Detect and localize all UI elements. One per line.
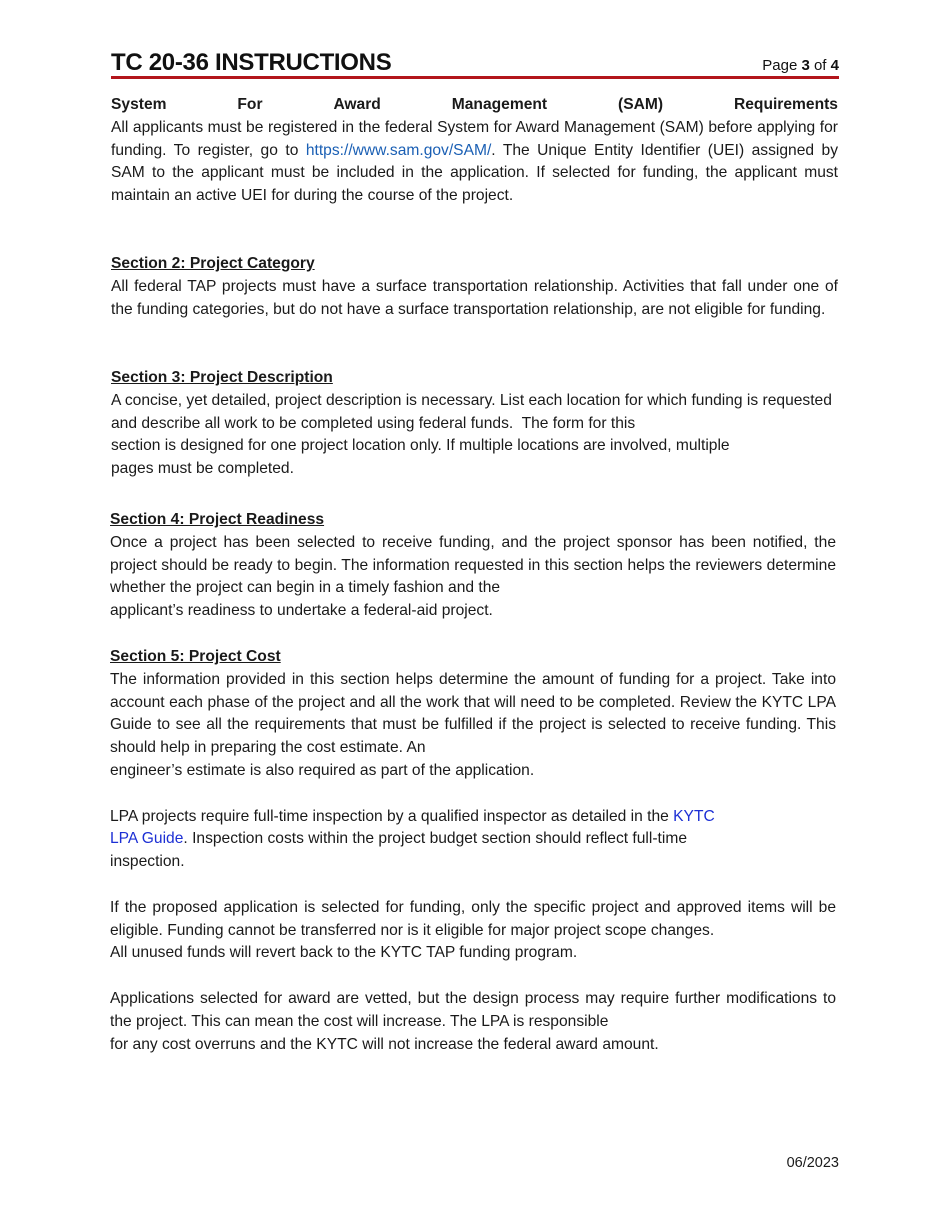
section-5-para-4-end: for any cost overruns and the KYTC will not increase the federal award amount. xyxy=(110,1035,659,1053)
page-total: 4 xyxy=(830,57,839,74)
section-5-para-2: LPA projects require full-time inspection by a qualified inspector as detailed in the KYTC xyxy=(110,807,715,825)
section-5-heading: Section 5: Project Cost xyxy=(110,648,281,665)
header-rule xyxy=(111,76,839,79)
section-5 xyxy=(110,646,836,1056)
section-5-para-1-end: engineer’s estimate is also required as part of the application. xyxy=(110,761,535,779)
footer-date: 06/2023 xyxy=(786,1155,839,1171)
section-4 xyxy=(110,509,836,623)
sam-section xyxy=(111,94,838,208)
sam-link[interactable]: https://www.sam.gov/SAM/ xyxy=(305,141,492,159)
section-5-para-4: Applications selected for award are vetted, but the design process may require further modifications to the project. This can mean the cost will increase. The LPA is responsible xyxy=(110,989,836,1030)
section-5-para-2-cont: LPA Guide. Inspection costs within the project budget section should reflect full-time xyxy=(110,830,687,848)
page-current: 3 xyxy=(801,57,810,74)
page-header xyxy=(111,48,839,78)
section-5-para-2-end: inspection. xyxy=(110,853,185,871)
section-5-para-3-end: All unused funds will revert back to the KYTC TAP funding program. xyxy=(110,944,578,962)
section-2 xyxy=(111,253,838,321)
page-number: Page 3 of 4 xyxy=(762,57,839,74)
section-4-body-end: applicant’s readiness to undertake a federal-aid project. xyxy=(110,602,493,620)
section-3 xyxy=(111,367,838,481)
section-5-para-3: If the proposed application is selected for funding, only the specific project and approved items will be eligible. Funding cannot be transferred nor is it eligible for major project scope changes. xyxy=(110,898,836,939)
kytc-lpa-guide-link-b[interactable]: LPA Guide xyxy=(110,830,184,848)
kytc-lpa-guide-link-a[interactable]: KYTC xyxy=(673,807,715,825)
sam-heading: System For Award Management (SAM) Requirements xyxy=(111,96,838,113)
document-title: TC 20-36 INSTRUCTIONS xyxy=(111,49,392,76)
section-3-heading: Section 3: Project Description xyxy=(111,369,333,386)
section-3-body: A concise, yet detailed, project description is necessary. List each location for which funding is requested and describe all work to be completed using federal funds. The form for this section is designed for one project location only. If multiple locations are involved, multiple pages must be completed. xyxy=(111,391,832,478)
section-2-heading: Section 2: Project Category xyxy=(111,255,315,272)
section-5-para-1: The information provided in this section helps determine the amount of funding for a project. Take into account each phase of the project and all the work that will need to be completed. Review the KYTC LPA Guide to see all the requirements that must be fulfilled if the project is selected to receive funding. This should help in preparing the cost estimate. An xyxy=(110,670,836,757)
section-4-heading: Section 4: Project Readiness xyxy=(110,511,325,528)
sam-body: All applicants must be registered in the federal System for Award Management (SAM) before applying for funding. To register, go to https://www.sam.gov/SAM/. The Unique Entity Identifier (UEI) assigned by SAM to the applicant must be included in the application. If selected for funding, the applicant must maintain an active UEI for during the course of the project. xyxy=(111,118,838,205)
section-4-body: Once a project has been selected to receive funding, and the project sponsor has been notified, the project should be ready to begin. The information requested in this section helps the reviewers determine whether the project can begin in a timely fashion and the xyxy=(110,533,836,597)
section-2-body: All federal TAP projects must have a surface transportation relationship. Activities that fall under one of the funding categories, but do not have a surface transportation relationship, are not eligible for funding. xyxy=(111,277,838,318)
